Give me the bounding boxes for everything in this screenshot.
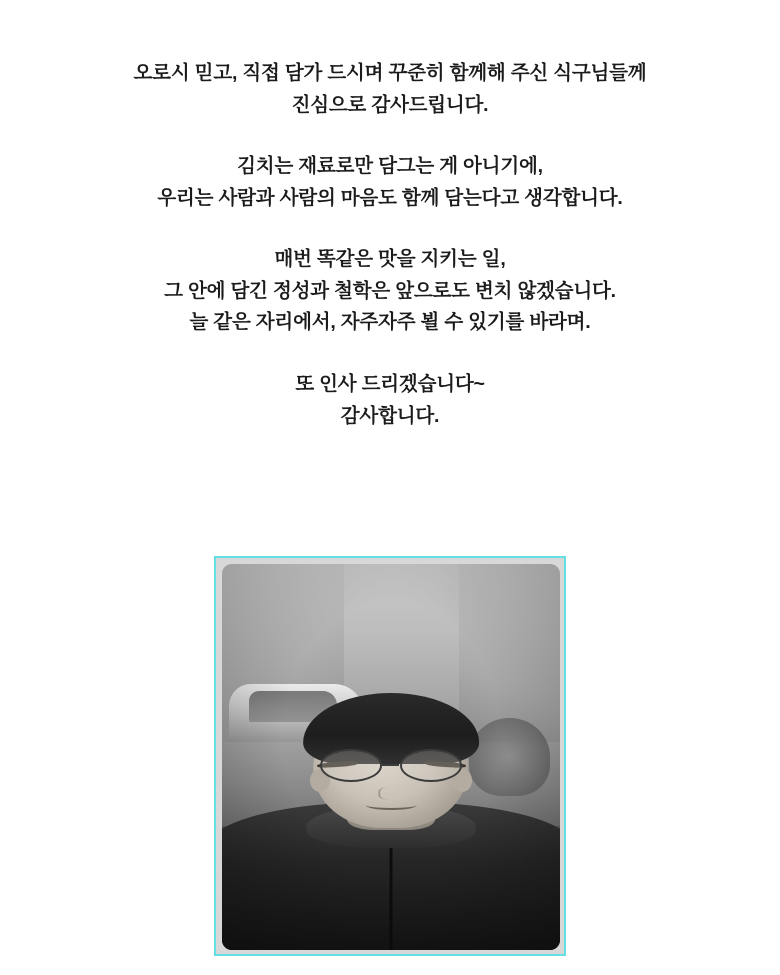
portrait-photo-frame — [214, 556, 566, 956]
paragraph-spacer — [0, 214, 780, 244]
glasses-bridge — [382, 764, 399, 767]
glasses-lens-left — [320, 749, 382, 782]
paragraph-spacer — [0, 339, 780, 369]
portrait-photo-area — [0, 556, 780, 956]
message-line: 늘 같은 자리에서, 자주자주 뵐 수 있기를 바라며. — [189, 311, 591, 334]
message-line: 진심으로 감사드립니다. — [291, 93, 489, 116]
message-paragraph-4 — [0, 369, 780, 432]
message-line: 감사합니다. — [340, 404, 440, 427]
thank-you-message — [0, 58, 780, 432]
message-line: 김치는 재료로만 담그는 게 아니기에, — [237, 155, 543, 178]
message-paragraph-3 — [0, 244, 780, 339]
message-line: 또 인사 드리겠습니다~ — [295, 373, 485, 396]
person-mouth — [366, 800, 417, 810]
photo-person — [222, 695, 560, 950]
message-line: 우리는 사람과 사람의 마음도 함께 담는다고 생각합니다. — [157, 186, 623, 209]
message-paragraph-1 — [0, 58, 780, 121]
person-nose — [378, 787, 404, 800]
paragraph-spacer — [0, 121, 780, 151]
glasses-lens-right — [400, 749, 462, 782]
portrait-photo — [222, 564, 560, 950]
message-line: 오로시 믿고, 직접 담가 드시며 꾸준히 함께해 주신 식구님들께 — [133, 62, 647, 84]
person-glasses — [320, 749, 462, 782]
message-line: 그 안에 담긴 정성과 철학은 앞으로도 변치 않겠습니다. — [164, 279, 616, 302]
message-paragraph-2 — [0, 151, 780, 214]
message-line: 매번 똑같은 맛을 지키는 일, — [274, 248, 506, 271]
